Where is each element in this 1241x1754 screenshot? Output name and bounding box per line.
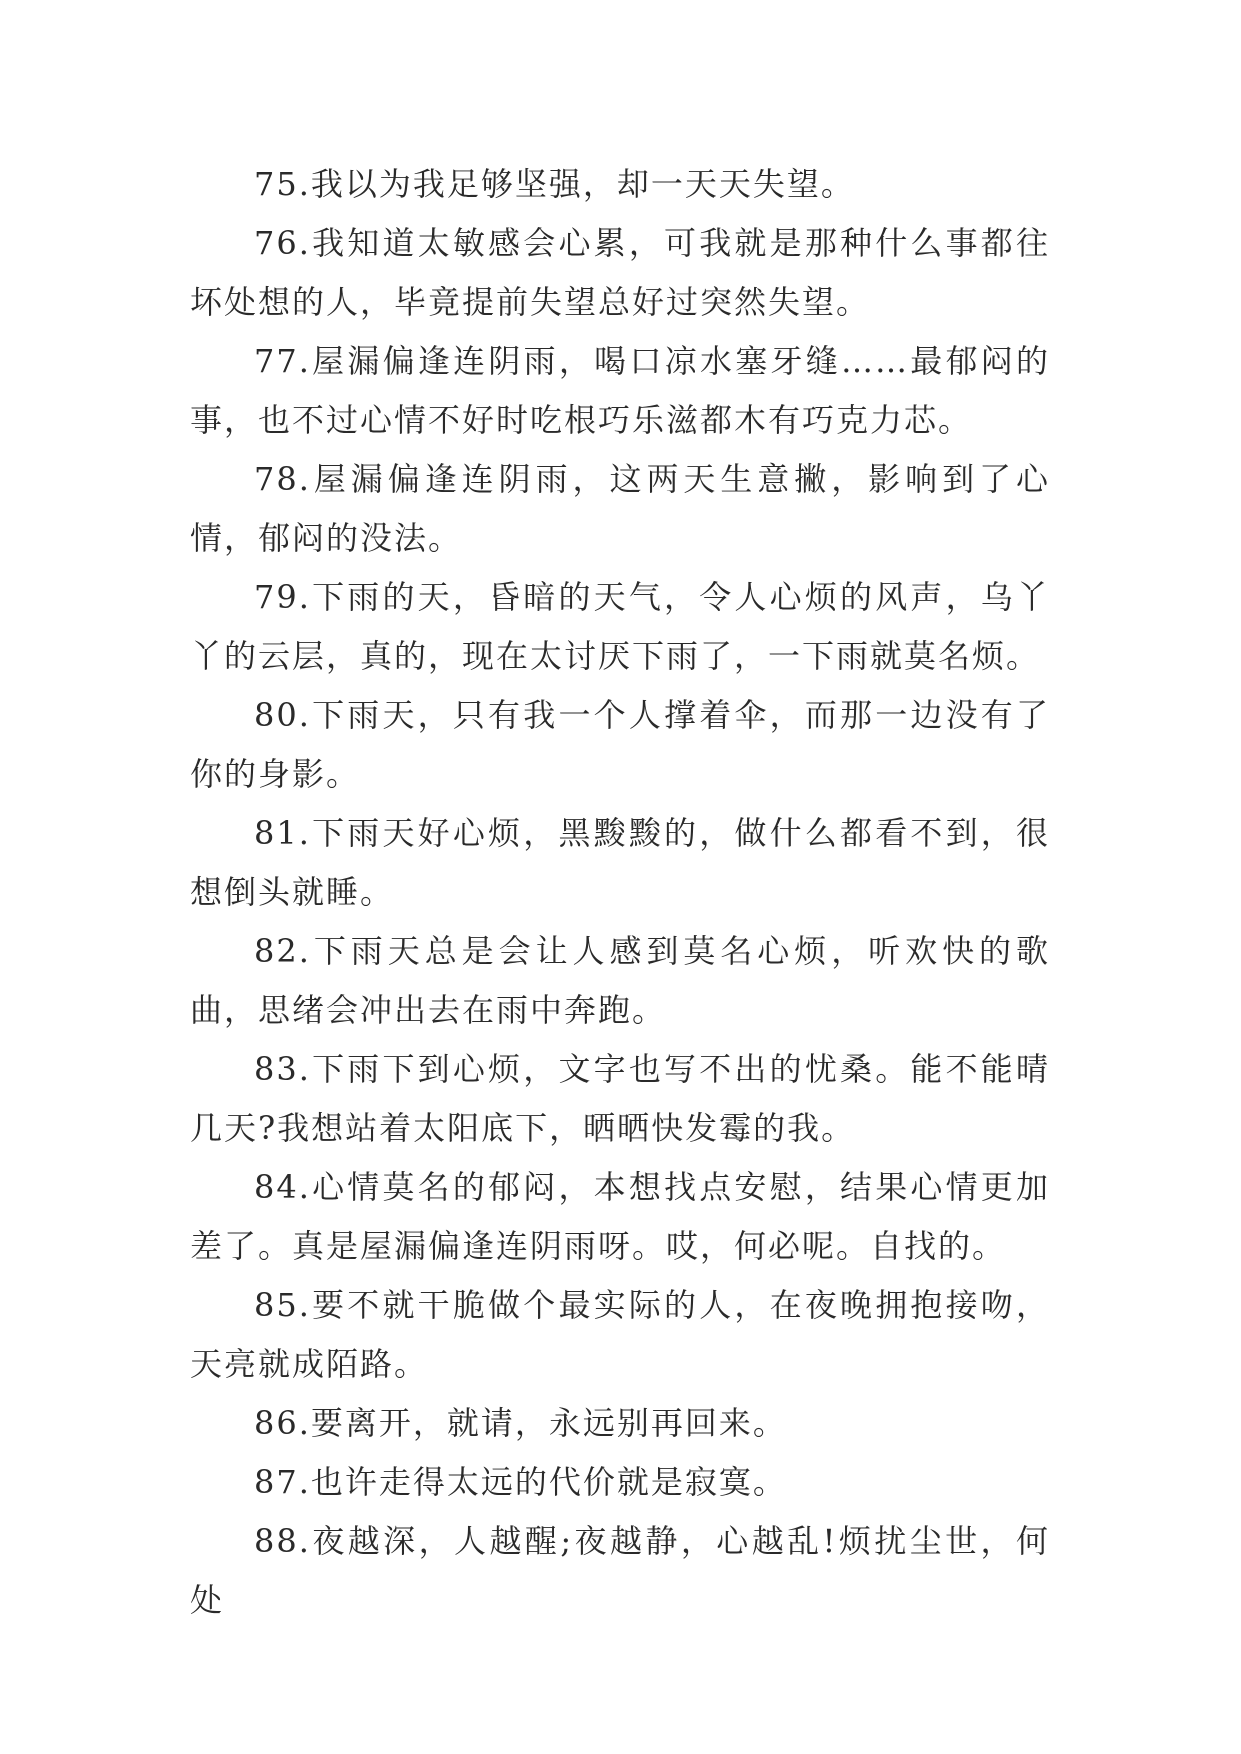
paragraph-80: 80.下雨天，只有我一个人撑着伞，而那一边没有了你的身影。 [190, 696, 1050, 793]
paragraph-86: 86.要离开，就请，永远别再回来。 [254, 1404, 787, 1442]
paragraph-75: 75.我以为我足够坚强，却一天天失望。 [254, 165, 855, 203]
paragraph-82: 82.下雨天总是会让人感到莫名心烦，听欢快的歌曲，思绪会冲出去在雨中奔跑。 [190, 932, 1050, 1029]
paragraph-78: 78.屋漏偏逢连阴雨，这两天生意撇，影响到了心情，郁闷的没法。 [190, 460, 1050, 557]
paragraph-83: 83.下雨下到心烦，文字也写不出的忧桑。能不能晴几天?我想站着太阳底下，晒晒快发霉的我。 [190, 1050, 1050, 1147]
paragraph-76: 76.我知道太敏感会心累，可我就是那种什么事都往坏处想的人，毕竟提前失望总好过突然失望。 [190, 224, 1050, 321]
paragraph-81: 81.下雨天好心烦，黑黢黢的，做什么都看不到，很想倒头就睡。 [190, 814, 1050, 911]
paragraph-88: 88.夜越深，人越醒;夜越静，心越乱!烦扰尘世，何处 [190, 1522, 1050, 1619]
paragraph-79: 79.下雨的天，昏暗的天气，令人心烦的风声，乌丫丫的云层，真的，现在太讨厌下雨了，一下雨就莫名烦。 [190, 578, 1050, 675]
document-body [190, 155, 1050, 1630]
paragraph-77: 77.屋漏偏逢连阴雨，喝口凉水塞牙缝……最郁闷的事，也不过心情不好时吃根巧乐滋都木有巧克力芯。 [190, 342, 1050, 439]
paragraph-87: 87.也许走得太远的代价就是寂寞。 [254, 1463, 787, 1501]
paragraph-84: 84.心情莫名的郁闷，本想找点安慰，结果心情更加差了。真是屋漏偏逢连阴雨呀。哎，何必呢。自找的。 [190, 1168, 1050, 1265]
paragraph-85: 85.要不就干脆做个最实际的人，在夜晚拥抱接吻，天亮就成陌路。 [190, 1286, 1050, 1383]
